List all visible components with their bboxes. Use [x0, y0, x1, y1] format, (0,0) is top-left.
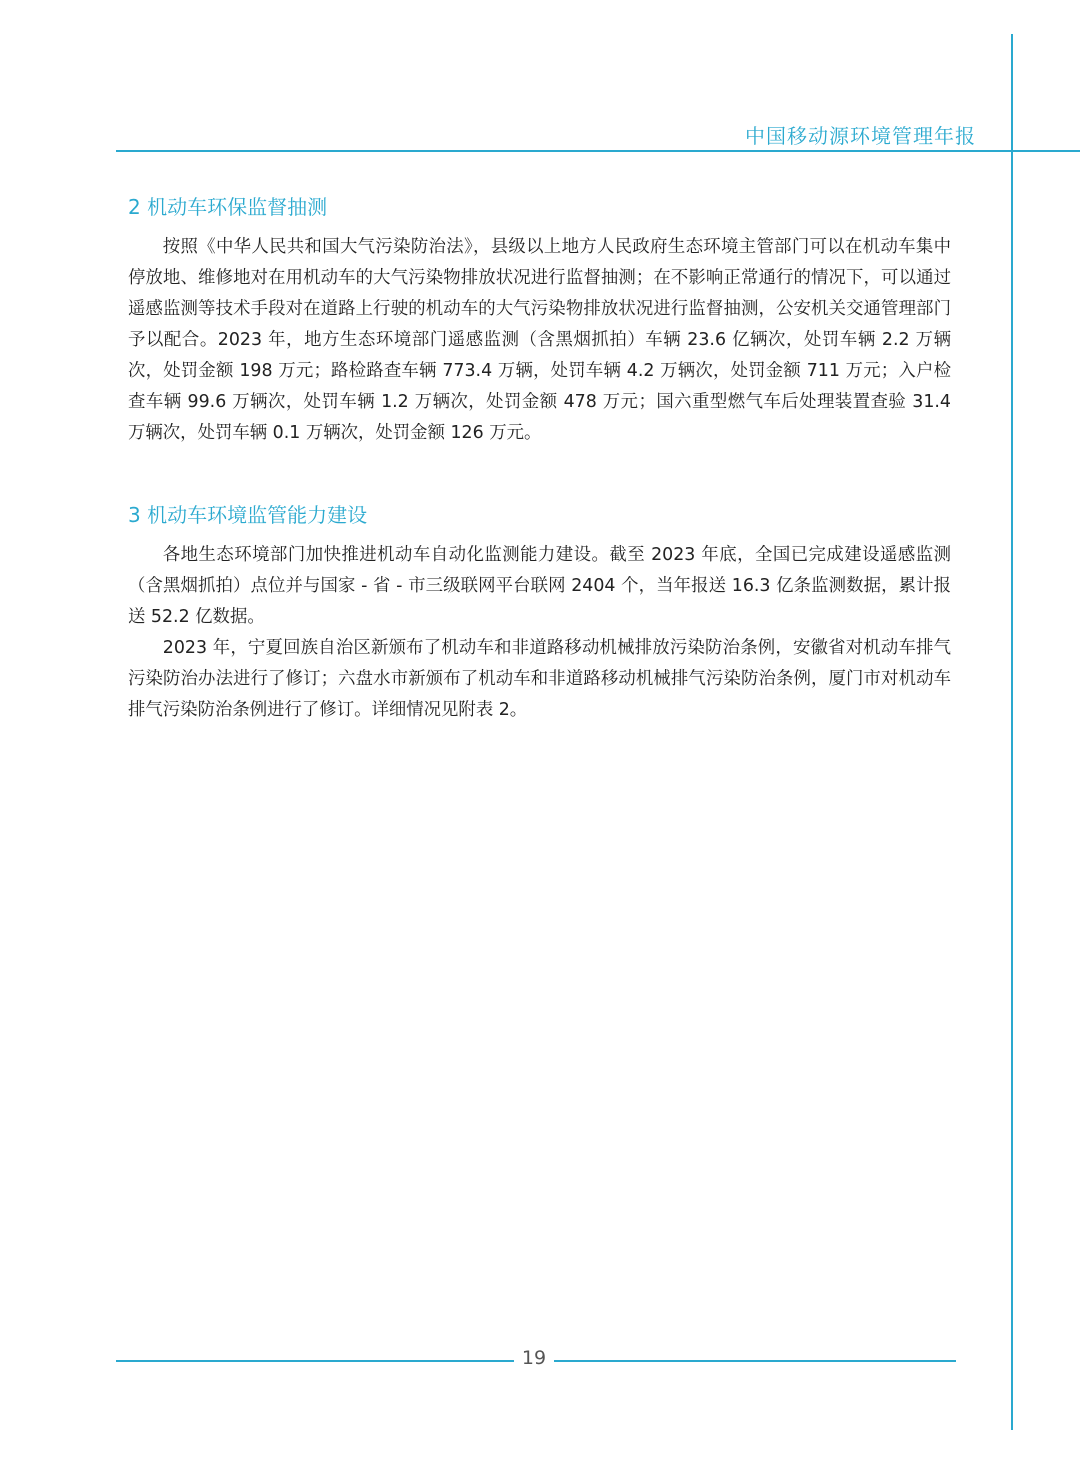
section-2-paragraph-1: 按照《中华人民共和国大气污染防治法》，县级以上地方人民政府生态环境主管部门可以在机动车集中停放地、维修地对在用机动车的大气污染物排放状况进行监督抽测；在不影响正常通行的情况下，可以通过遥感监测等技术手段对在道路上行驶的机动车的大气污染物排放状况进行监督抽测，公安机关交通管理部门予以配合。2023 年，地方生态环境部门遥感监测（含黑烟抓拍）车辆 23.6 亿辆次，处罚车辆 2.2 万辆次，处罚金额 198 万元；路检路查车辆 773.4 万辆，处罚车辆 4.2 万辆次，处罚金额 711 万元；入户检查车辆 99.6 万辆次，处罚车辆 1.2 万辆次，处罚金额 478 万元；国六重型燃气车后处理装置查验 31.4 万辆次，处罚车辆 0.1 万辆次，处罚金额 126 万元。	[128, 237, 951, 443]
header-rule	[116, 150, 1080, 152]
section-3-paragraph-2: 2023 年，宁夏回族自治区新颁布了机动车和非道路移动机械排放污染防治条例，安徽省对机动车排气污染防治办法进行了修订；六盘水市新颁布了机动车和非道路移动机械排气污染防治条例，厦门市对机动车排气污染防治条例进行了修订。详细情况见附表 2。	[128, 638, 951, 720]
page-number: 19	[521, 1347, 547, 1369]
section-2-heading: 2 机动车环保监督抽测	[128, 195, 328, 219]
section-2	[128, 190, 951, 449]
footer-rule-right	[554, 1360, 956, 1362]
right-margin-line	[1011, 34, 1013, 1430]
section-3-heading: 3 机动车环境监管能力建设	[128, 503, 368, 527]
footer-rule-left	[116, 1360, 514, 1362]
section-3	[128, 498, 951, 726]
section-3-paragraph-1: 各地生态环境部门加快推进机动车自动化监测能力建设。截至 2023 年底，全国已完成建设遥感监测（含黑烟抓拍）点位并与国家 - 省 - 市三级联网平台联网 2404 个，当年报送 16.3 亿条监测数据，累计报送 52.2 亿数据。	[128, 545, 951, 627]
running-header-title: 中国移动源环境管理年报	[745, 124, 976, 148]
main-content	[128, 190, 951, 726]
